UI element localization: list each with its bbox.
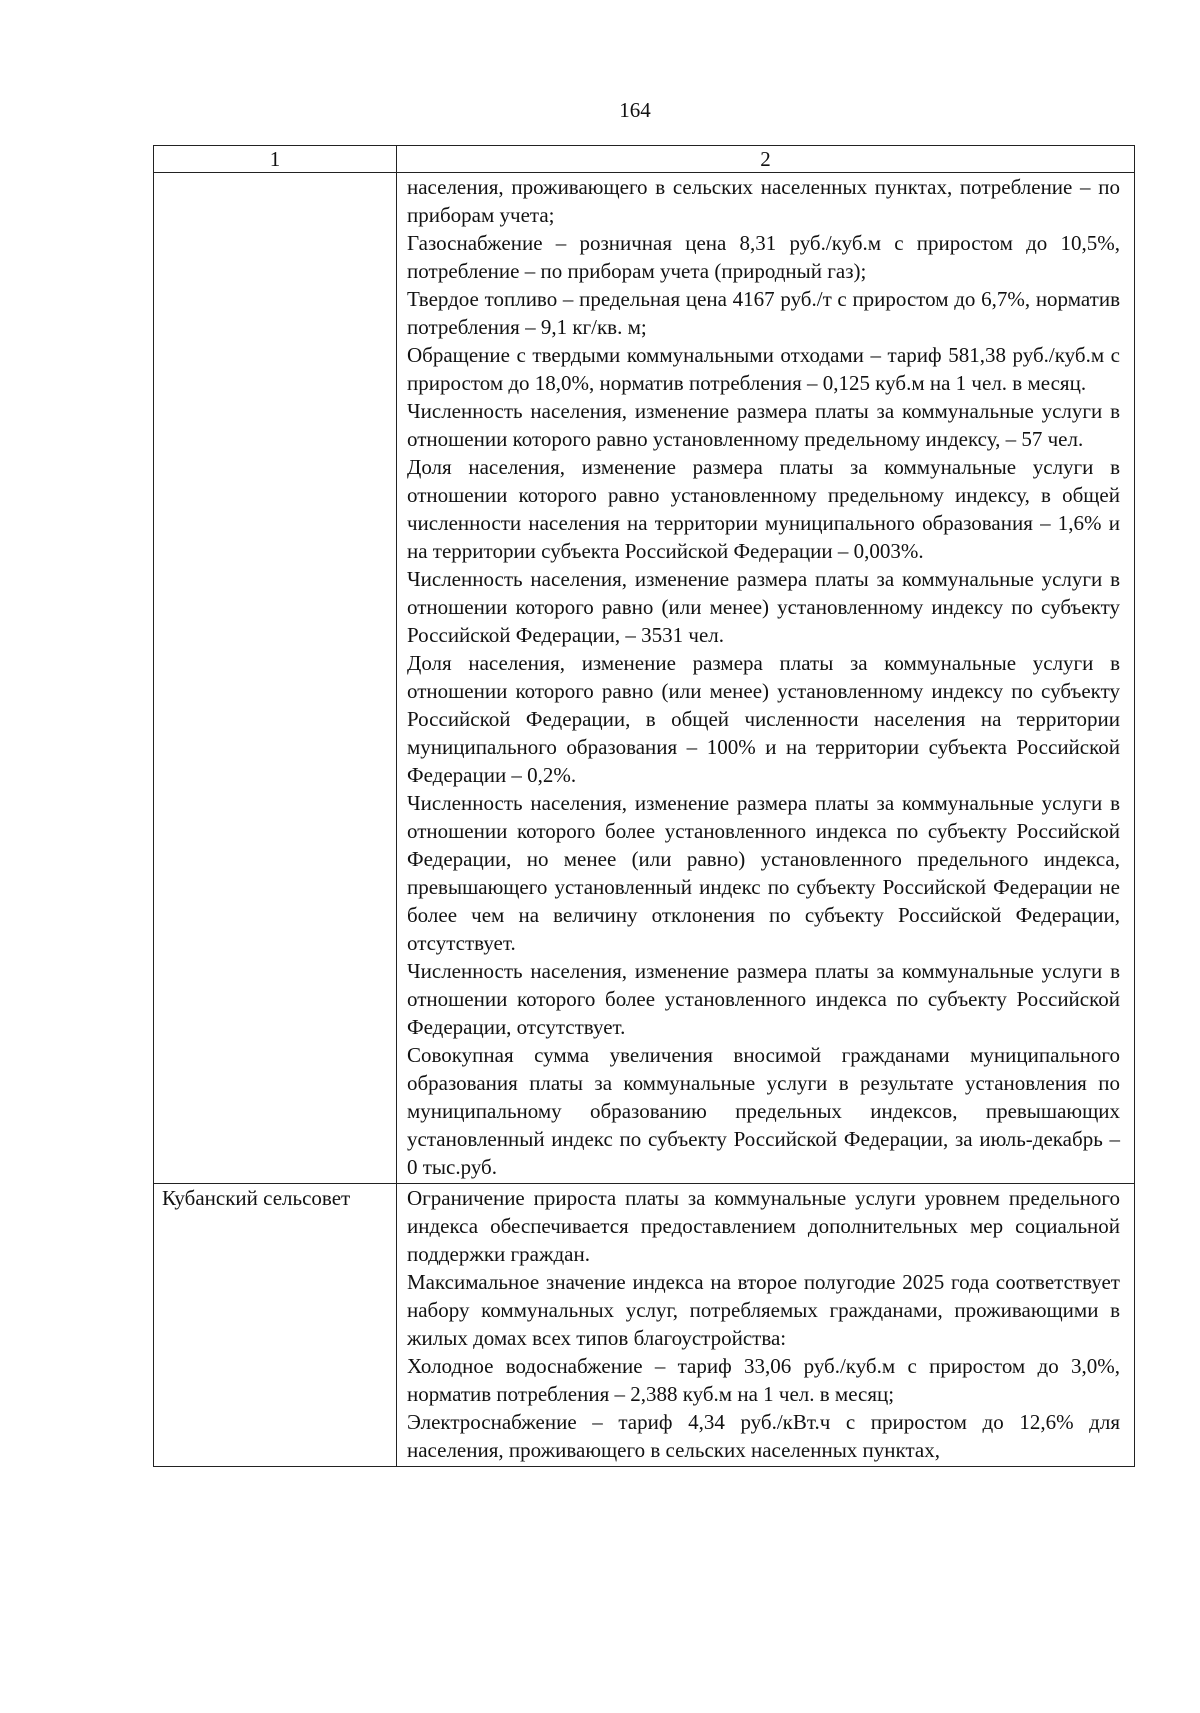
paragraph: Доля населения, изменение размера платы за коммунальные услуги в отношении которого равно установленному предельному индексу, в общей численности населения на территории муниципального образования – 1,6% и на территории субъекта Российской Федерации – 0,003%. bbox=[407, 455, 1120, 563]
paragraph: Совокупная сумма увеличения вносимой гражданами муниципального образования платы за коммунальные услуги в результате установления по муниципальному образованию предельных индексов, превышающих установленный индекс по субъекту Российской Федерации, за июль-декабрь – 0 тыс.руб. bbox=[407, 1043, 1120, 1179]
description-cell bbox=[397, 1184, 1135, 1467]
paragraph: Твердое топливо – предельная цена 4167 руб./т с приростом до 6,7%, норматив потребления – 9,1 кг/кв. м; bbox=[407, 287, 1120, 339]
municipality-cell bbox=[154, 173, 397, 1184]
table-row bbox=[154, 173, 1135, 1184]
table-header-row bbox=[154, 146, 1135, 173]
paragraph: Ограничение прироста платы за коммунальные услуги уровнем предельного индекса обеспечивается предоставлением дополнительных мер социальной поддержки граждан. bbox=[407, 1186, 1120, 1266]
description-cell bbox=[397, 173, 1135, 1184]
data-table bbox=[153, 145, 1135, 1467]
paragraph: Доля населения, изменение размера платы за коммунальные услуги в отношении которого равно (или менее) установленному индексу по субъекту Российской Федерации, в общей численности населения на территории муниципального образования – 100% и на территории субъекта Российской Федерации – 0,2%. bbox=[407, 651, 1120, 787]
table-row bbox=[154, 1184, 1135, 1467]
municipality-cell: Кубанский сельсовет bbox=[154, 1184, 397, 1467]
paragraph: Холодное водоснабжение – тариф 33,06 руб./куб.м с приростом до 3,0%, норматив потребления – 2,388 куб.м на 1 чел. в месяц; bbox=[407, 1354, 1120, 1406]
paragraph: Газоснабжение – розничная цена 8,31 руб./куб.м с приростом до 10,5%, потребление – по приборам учета (природный газ); bbox=[407, 231, 1120, 283]
paragraph: Численность населения, изменение размера платы за коммунальные услуги в отношении которого равно (или менее) установленному индексу по субъекту Российской Федерации, – 3531 чел. bbox=[407, 567, 1120, 647]
paragraph: Максимальное значение индекса на второе полугодие 2025 года соответствует набору коммунальных услуг, потребляемых гражданами, проживающими в жилых домах всех типов благоустройства: bbox=[407, 1270, 1120, 1350]
paragraph: Численность населения, изменение размера платы за коммунальные услуги в отношении которого равно установленному предельному индексу, – 57 чел. bbox=[407, 399, 1120, 451]
paragraph: Обращение с твердыми коммунальными отходами – тариф 581,38 руб./куб.м с приростом до 18,0%, норматив потребления – 0,125 куб.м на 1 чел. в месяц. bbox=[407, 343, 1120, 395]
header-column-1: 1 bbox=[154, 146, 397, 173]
paragraph: Численность населения, изменение размера платы за коммунальные услуги в отношении которого более установленного индекса по субъекту Российской Федерации, но менее (или равно) установленного предельного индекса, превышающего установленный индекс по субъекту Российской Федерации не более чем на величину отклонения по субъекту Российской Федерации, отсутствует. bbox=[407, 791, 1120, 955]
header-column-2: 2 bbox=[397, 146, 1135, 173]
paragraph: Электроснабжение – тариф 4,34 руб./кВт.ч с приростом до 12,6% для населения, проживающего в сельских населенных пунктах, bbox=[407, 1410, 1120, 1462]
paragraph: Численность населения, изменение размера платы за коммунальные услуги в отношении которого более установленного индекса по субъекту Российской Федерации, отсутствует. bbox=[407, 959, 1120, 1039]
paragraph: населения, проживающего в сельских населенных пунктах, потребление – по приборам учета; bbox=[407, 175, 1120, 227]
page-number: 164 bbox=[619, 98, 651, 122]
